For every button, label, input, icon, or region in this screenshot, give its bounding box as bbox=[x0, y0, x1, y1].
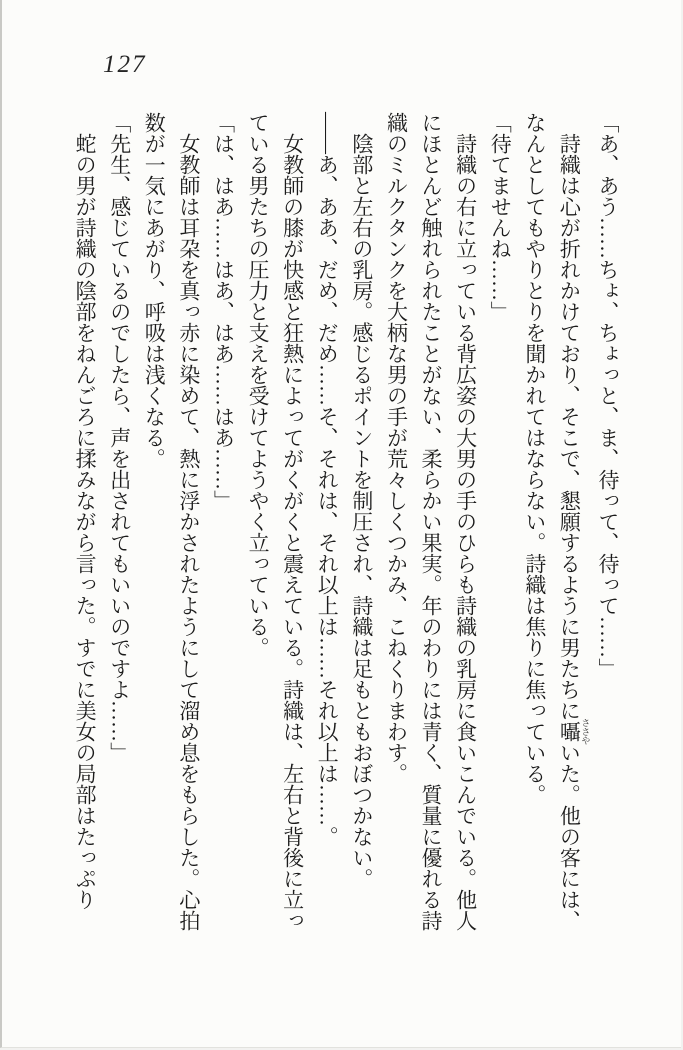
paragraph: 蛇の男が詩織の陰部をねんごろに揉みながら言った。すでに美女の局部はたっぷり bbox=[73, 133, 98, 910]
paragraph: ――あ、ああ、だめ、だめ……そ、それは、それ以上は……それ以上は……。 bbox=[315, 112, 340, 847]
page-number: 127 bbox=[103, 51, 147, 78]
furigana-ruby: 囁 ささや bbox=[557, 718, 591, 745]
paragraph: 女教師は耳朶を真っ赤に染めて、熱に浮かされたようにして溜め息をもらした。心拍数が一気にあがり、呼吸は浅くなる。 bbox=[142, 112, 201, 931]
paragraph: 陰部と左右の乳房。感じるポイントを制圧され、詩織は足もともおぼつかない。 bbox=[349, 133, 374, 889]
paragraph: 女教師の膝が快感と狂熱によってがくがくと震えている。詩織は、左右と背後に立っている男たちの圧力と支えを受けてようやく立っている。 bbox=[246, 112, 305, 931]
paragraph: 「は、はあ……はあ、はあ……はあ……」 bbox=[211, 112, 236, 511]
paragraph: 「あ、あう……ちょ、ちょっと、ま、待って、待って……」 bbox=[596, 112, 620, 679]
paragraph: 「待てませんね……」 bbox=[488, 112, 513, 322]
paragraph: 詩織の右に立っている背広姿の大男の手のひらも詩織の乳房に食いこんでいる。他人にほとんど触れられたことがない、柔らかい果実。年のわりには青く、質量に優れる詩織のミルクタンクを大柄な男の手が荒々しくつかみ、こねくりまわす。 bbox=[384, 112, 478, 931]
paragraph: 「先生、感じているのでしたら、声を出されてもいいのですよ……」 bbox=[107, 112, 132, 763]
paragraph: 詩織は心が折れかけており、そこで、懇願するように男たちに囁 ささやいた。他の客には、なんとしてもやりとりを聞かれてはならない。詩織は焦りに焦っている。 bbox=[522, 112, 591, 931]
vertical-text-block bbox=[65, 112, 625, 934]
